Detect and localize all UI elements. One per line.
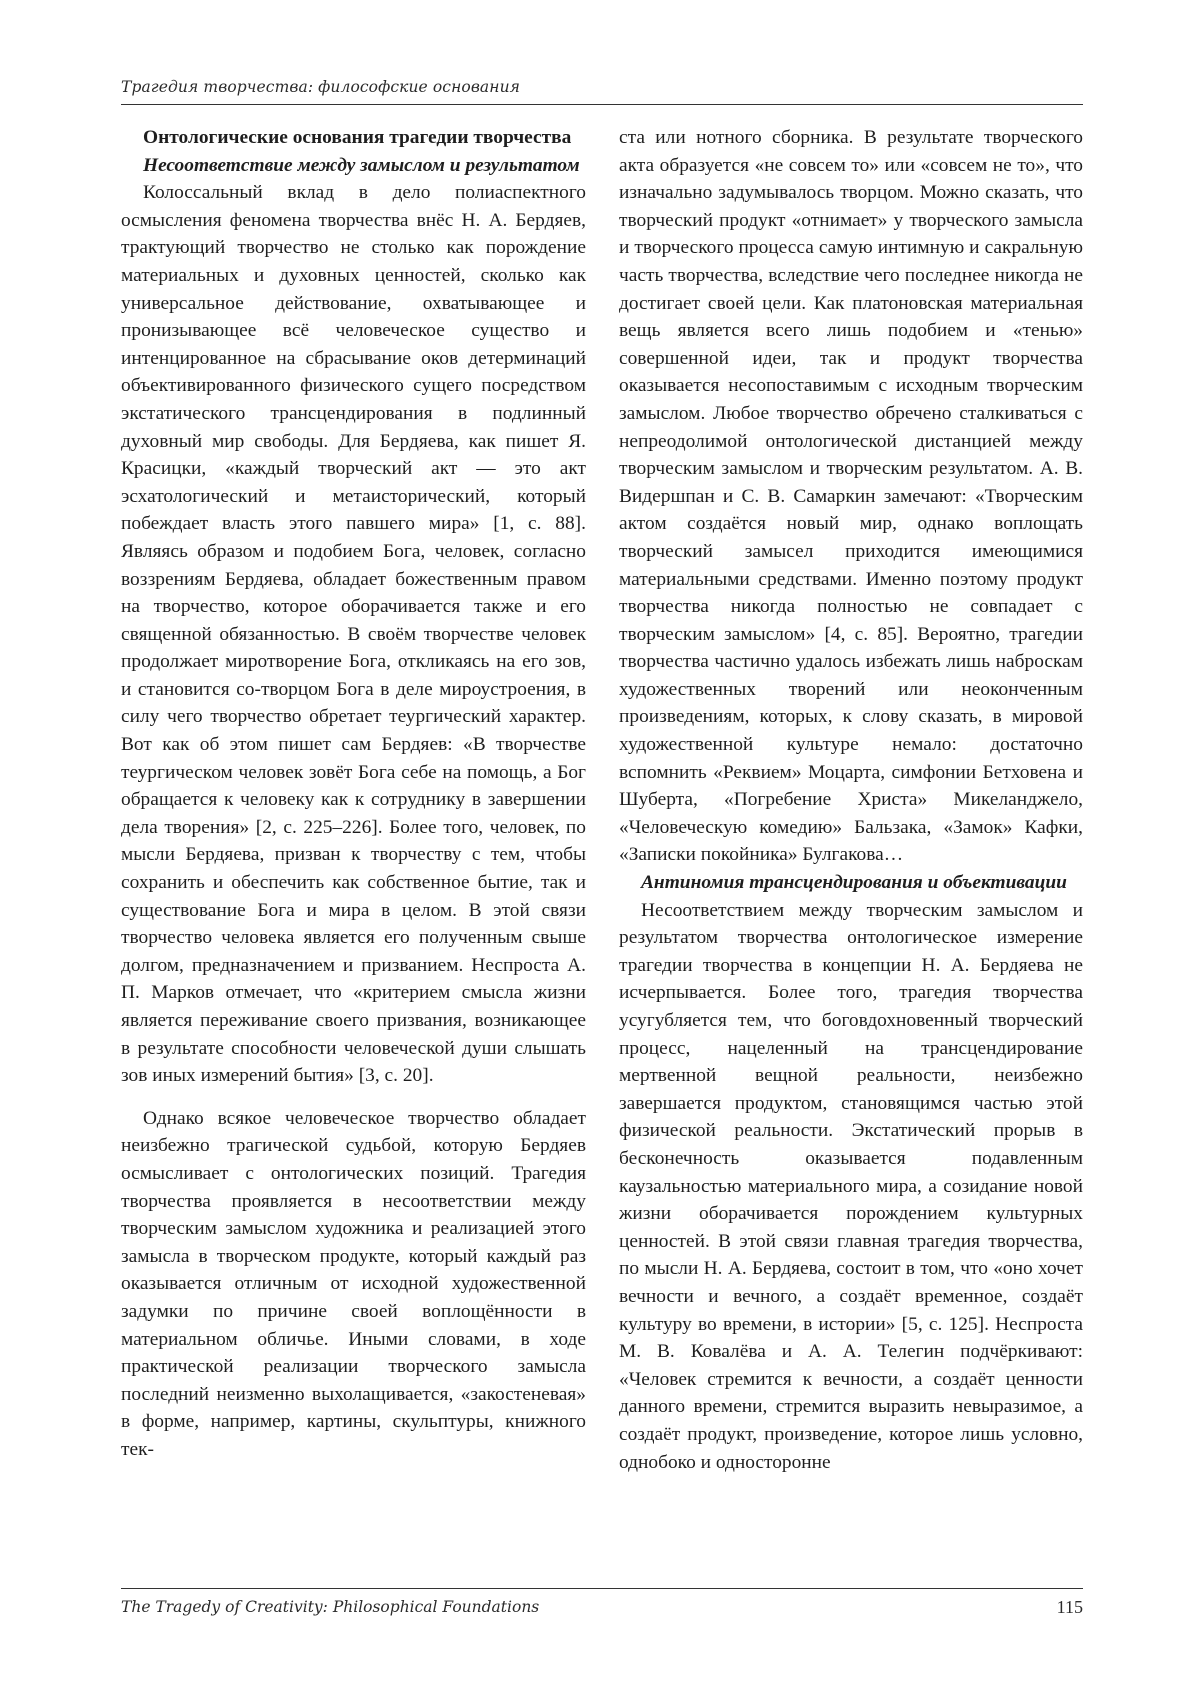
- section-heading: Онтологические основания трагедии творчества: [143, 127, 572, 148]
- left-column: [121, 124, 586, 1464]
- footer-rule: [121, 1588, 1083, 1589]
- right-column: [619, 124, 1083, 1476]
- subsection-heading: Несоответствие между замыслом и результатом: [143, 154, 580, 176]
- page-number: 115: [1056, 1597, 1083, 1617]
- running-header-title: Трагедия творчества: философские основания: [121, 78, 521, 96]
- body-paragraph: Однако всякое человеческое творчество обладает неизбежно трагической судьбой, которую Бердяев осмысливает с онтологических позиций. Трагедия творчества проявляется в несоответствии между творческим замыслом художника и реализацией этого замысла в творческом продукте, который каждый раз оказывается отличным от исходной художественной задумки по причине своей воплощённости в материальном обличье. Иными словами, в ходе практической реализации творческого замысла последний неизменно выхолащивается, «закостеневая» в форме, например, картины, скульптуры, книжного тек-: [121, 1107, 586, 1460]
- subsection-heading: Антиномия трансцендирования и объективации: [641, 872, 1067, 894]
- footer-journal-title: The Tragedy of Creativity: Philosophical Foundations: [121, 1598, 540, 1616]
- body-paragraph-continued: ста или нотного сборника. В результате творческого акта образуется «не совсем то» или «совсем не то», что изначально задумывалось творцом. Можно сказать, что творческий продукт «отнимает» у творческого замысла и творческого процесса самую интимную и сакральную часть творчества, вследствие чего последнее никогда не достигает своей цели. Как платоновская материальная вещь является всего лишь подобием и «тенью» совершенной идеи, так и продукт творчества оказывается несопоставимым с исходным творческим замыслом. Любое творчество обречено сталкиваться с непреодолимой онтологической дистанцией между творческим замыслом и творческим результатом. А. В. Видершпан и С. В. Самаркин замечают: «Творческим актом создаётся новый мир, однако воплощать творческий замысел приходится имеющимися материальными средствами. Именно поэтому продукт творчества никогда полностью не совпадает с творческим замыслом» [4, с. 85]. Вероятно, трагедии творчества частично удалось избежать лишь наброскам художественных творений или неоконченным произведениям, которых, к слову сказать, в мировой художественной культуре немало: достаточно вспомнить «Реквием» Моцарта, симфонии Бетховена и Шуберта, «Погребение Христа» Микеланджело, «Человеческую комедию» Бальзака, «Замок» Кафки, «Записки покойника» Булгакова…: [619, 127, 1083, 866]
- body-paragraph: Колоссальный вклад в дело полиаспектного осмысления феномена творчества внёс Н. А. Бердяев, трактующий творчество не столько как порождение материальных и духовных ценностей, сколько как универсальное действование, охватывающее и пронизывающее всё человеческое существо и интенцированное на сбрасывание оков детерминаций объективированного физического сущего посредством экстатического трансцендирования в подлинный духовный мир свободы. Для Бердяева, как пишет Я. Красицки, «каждый творческий акт — это акт эсхатологический и метаисторический, который побеждает власть этого павшего мира» [1, с. 88]. Являясь образом и подобием Бога, человек, согласно воззрениям Бердяева, обладает божественным правом на творчество, которое оборачивается также и его священной обязанностью. В своём творчестве человек продолжает миротворение Бога, откликаясь на его зов, и становится со-творцом Бога в деле мироустроения, в силу чего творчество обретает теургический характер. Вот как об этом пишет сам Бердяев: «В творчестве теургическом человек зовёт Бога себе на помощь, а Бог обращается к человеку как к сотруднику в завершении дела творения» [2, с. 225–226]. Более того, человек, по мысли Бердяева, призван к творчеству с тем, чтобы сохранить и обеспечить как собственное бытие, так и существование Бога и мира в целом. В этой связи творчество человека является его полученным свыше долгом, предназначением и призванием. Неспроста А. П. Марков отмечает, что «критерием смысла жизни является переживание своего призвания, возникающее в результате способности человеческой души слышать зов иных измерений бытия» [3, с. 20].: [121, 182, 586, 1087]
- header-rule: [121, 104, 1083, 105]
- body-paragraph: Несоответствием между творческим замыслом и результатом творчества онтологическое измерение трагедии творчества в концепции Н. А. Бердяева не исчерпывается. Более того, трагедия творчества усугубляется тем, что боговдохновенный творческий процесс, нацеленный на трансцендирование мертвенной вещной реальности, неизбежно завершается продуктом, становящимся частью этой физической реальности. Экстатический прорыв в бесконечность оказывается подавленным каузальностью материального мира, а созидание новой жизни оборачивается порождением культурных ценностей. В этой связи главная трагедия творчества, по мысли Н. А. Бердяева, состоит в том, что «оно хочет вечности и вечного, а создаёт временное, создаёт культуру во времени, в истории» [5, с. 125]. Неспроста М. В. Ковалёва и А. А. Телегин подчёркивают: «Человек стремится к вечности, а создаёт ценности данного времени, стремится выразить невыразимое, а создаёт продукт, произведение, которое лишь условно, однобоко и односторонне: [619, 899, 1083, 1473]
